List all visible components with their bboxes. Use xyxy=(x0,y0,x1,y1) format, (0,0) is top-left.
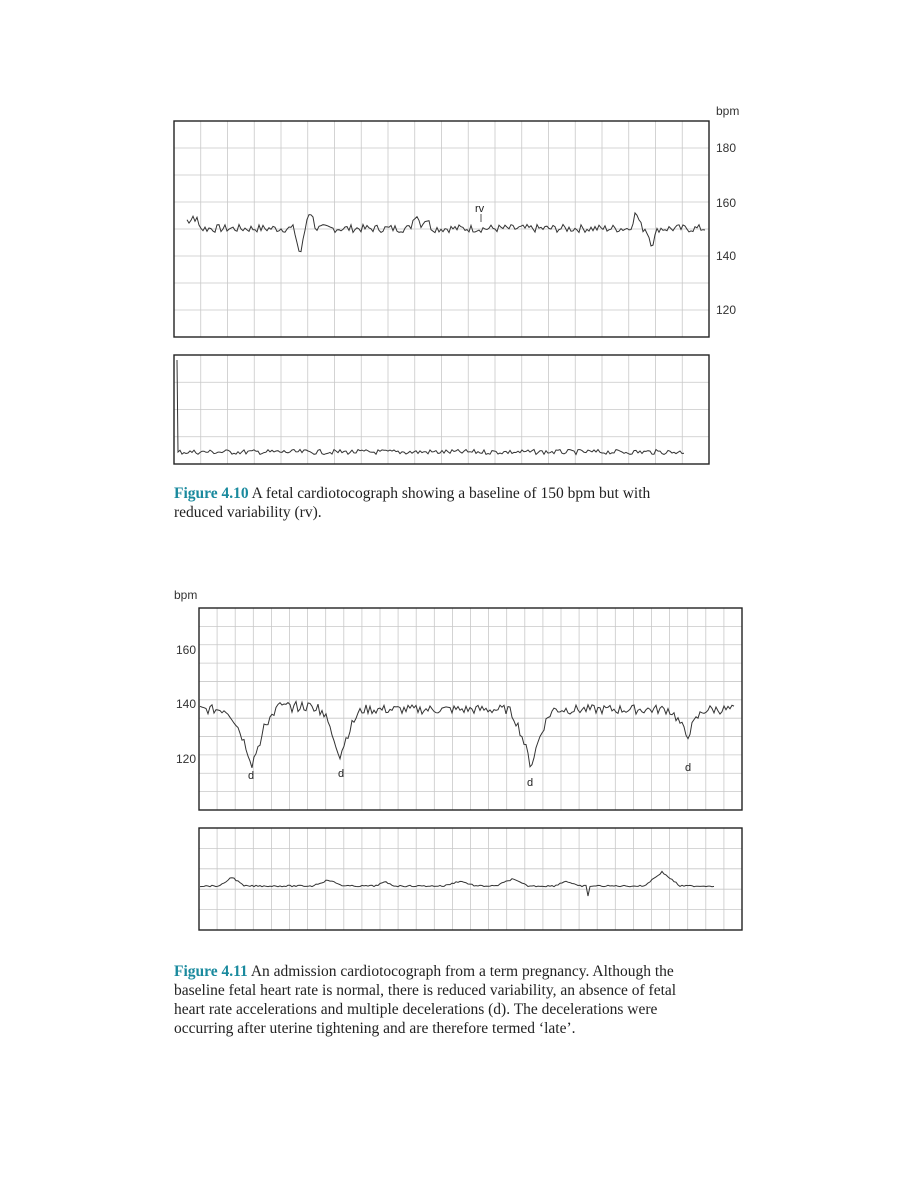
y-tick-120: 120 xyxy=(716,303,737,317)
deceleration-label-2: d xyxy=(338,768,345,780)
y-tick-180: 180 xyxy=(716,141,737,155)
caption-line-3: heart rate accelerations and multiple decelerations (d). The decelerations were xyxy=(174,1001,658,1018)
deceleration-label-3: d xyxy=(527,777,534,789)
fhr-trace xyxy=(200,702,734,768)
caption-line-2: reduced variability (rv). xyxy=(174,504,322,521)
figure-4-10-chart xyxy=(0,0,918,540)
caption-label: Figure 4.10 xyxy=(174,485,249,502)
y-tick-120: 120 xyxy=(176,752,197,766)
caption-line-1: An admission cardiotocograph from a term pregnancy. Although the xyxy=(250,963,674,980)
figure-4-10 xyxy=(0,0,918,540)
fhr-grid xyxy=(174,121,709,337)
toco-grid xyxy=(199,828,742,930)
figure-4-11-chart xyxy=(0,560,918,960)
figure-4-11 xyxy=(0,560,918,1060)
caption-line-4: occurring after uterine tightening and are therefore termed ‘late’. xyxy=(174,1020,576,1037)
fhr-trace xyxy=(187,213,705,252)
deceleration-label-1: d xyxy=(248,770,255,782)
y-tick-160: 160 xyxy=(716,196,737,210)
toco-trace xyxy=(177,360,684,455)
caption-line-2: baseline fetal heart rate is normal, there is reduced variability, an absence of fetal xyxy=(174,982,677,999)
fhr-grid xyxy=(199,608,742,810)
figure-4-10-caption xyxy=(174,484,734,522)
toco-trace xyxy=(200,871,714,896)
y-tick-140: 140 xyxy=(716,249,737,263)
caption-label: Figure 4.11 xyxy=(174,963,248,980)
rv-annotation: rv xyxy=(475,203,485,215)
caption-line-1: A fetal cardiotocograph showing a baseline of 150 bpm but with xyxy=(251,485,651,502)
y-tick-140: 140 xyxy=(176,697,197,711)
deceleration-label-4: d xyxy=(685,762,692,774)
unit-label: bpm xyxy=(174,588,198,602)
figure-4-11-caption xyxy=(174,962,774,1038)
y-tick-160: 160 xyxy=(176,643,197,657)
unit-label: bpm xyxy=(716,104,740,118)
toco-grid xyxy=(174,355,709,464)
